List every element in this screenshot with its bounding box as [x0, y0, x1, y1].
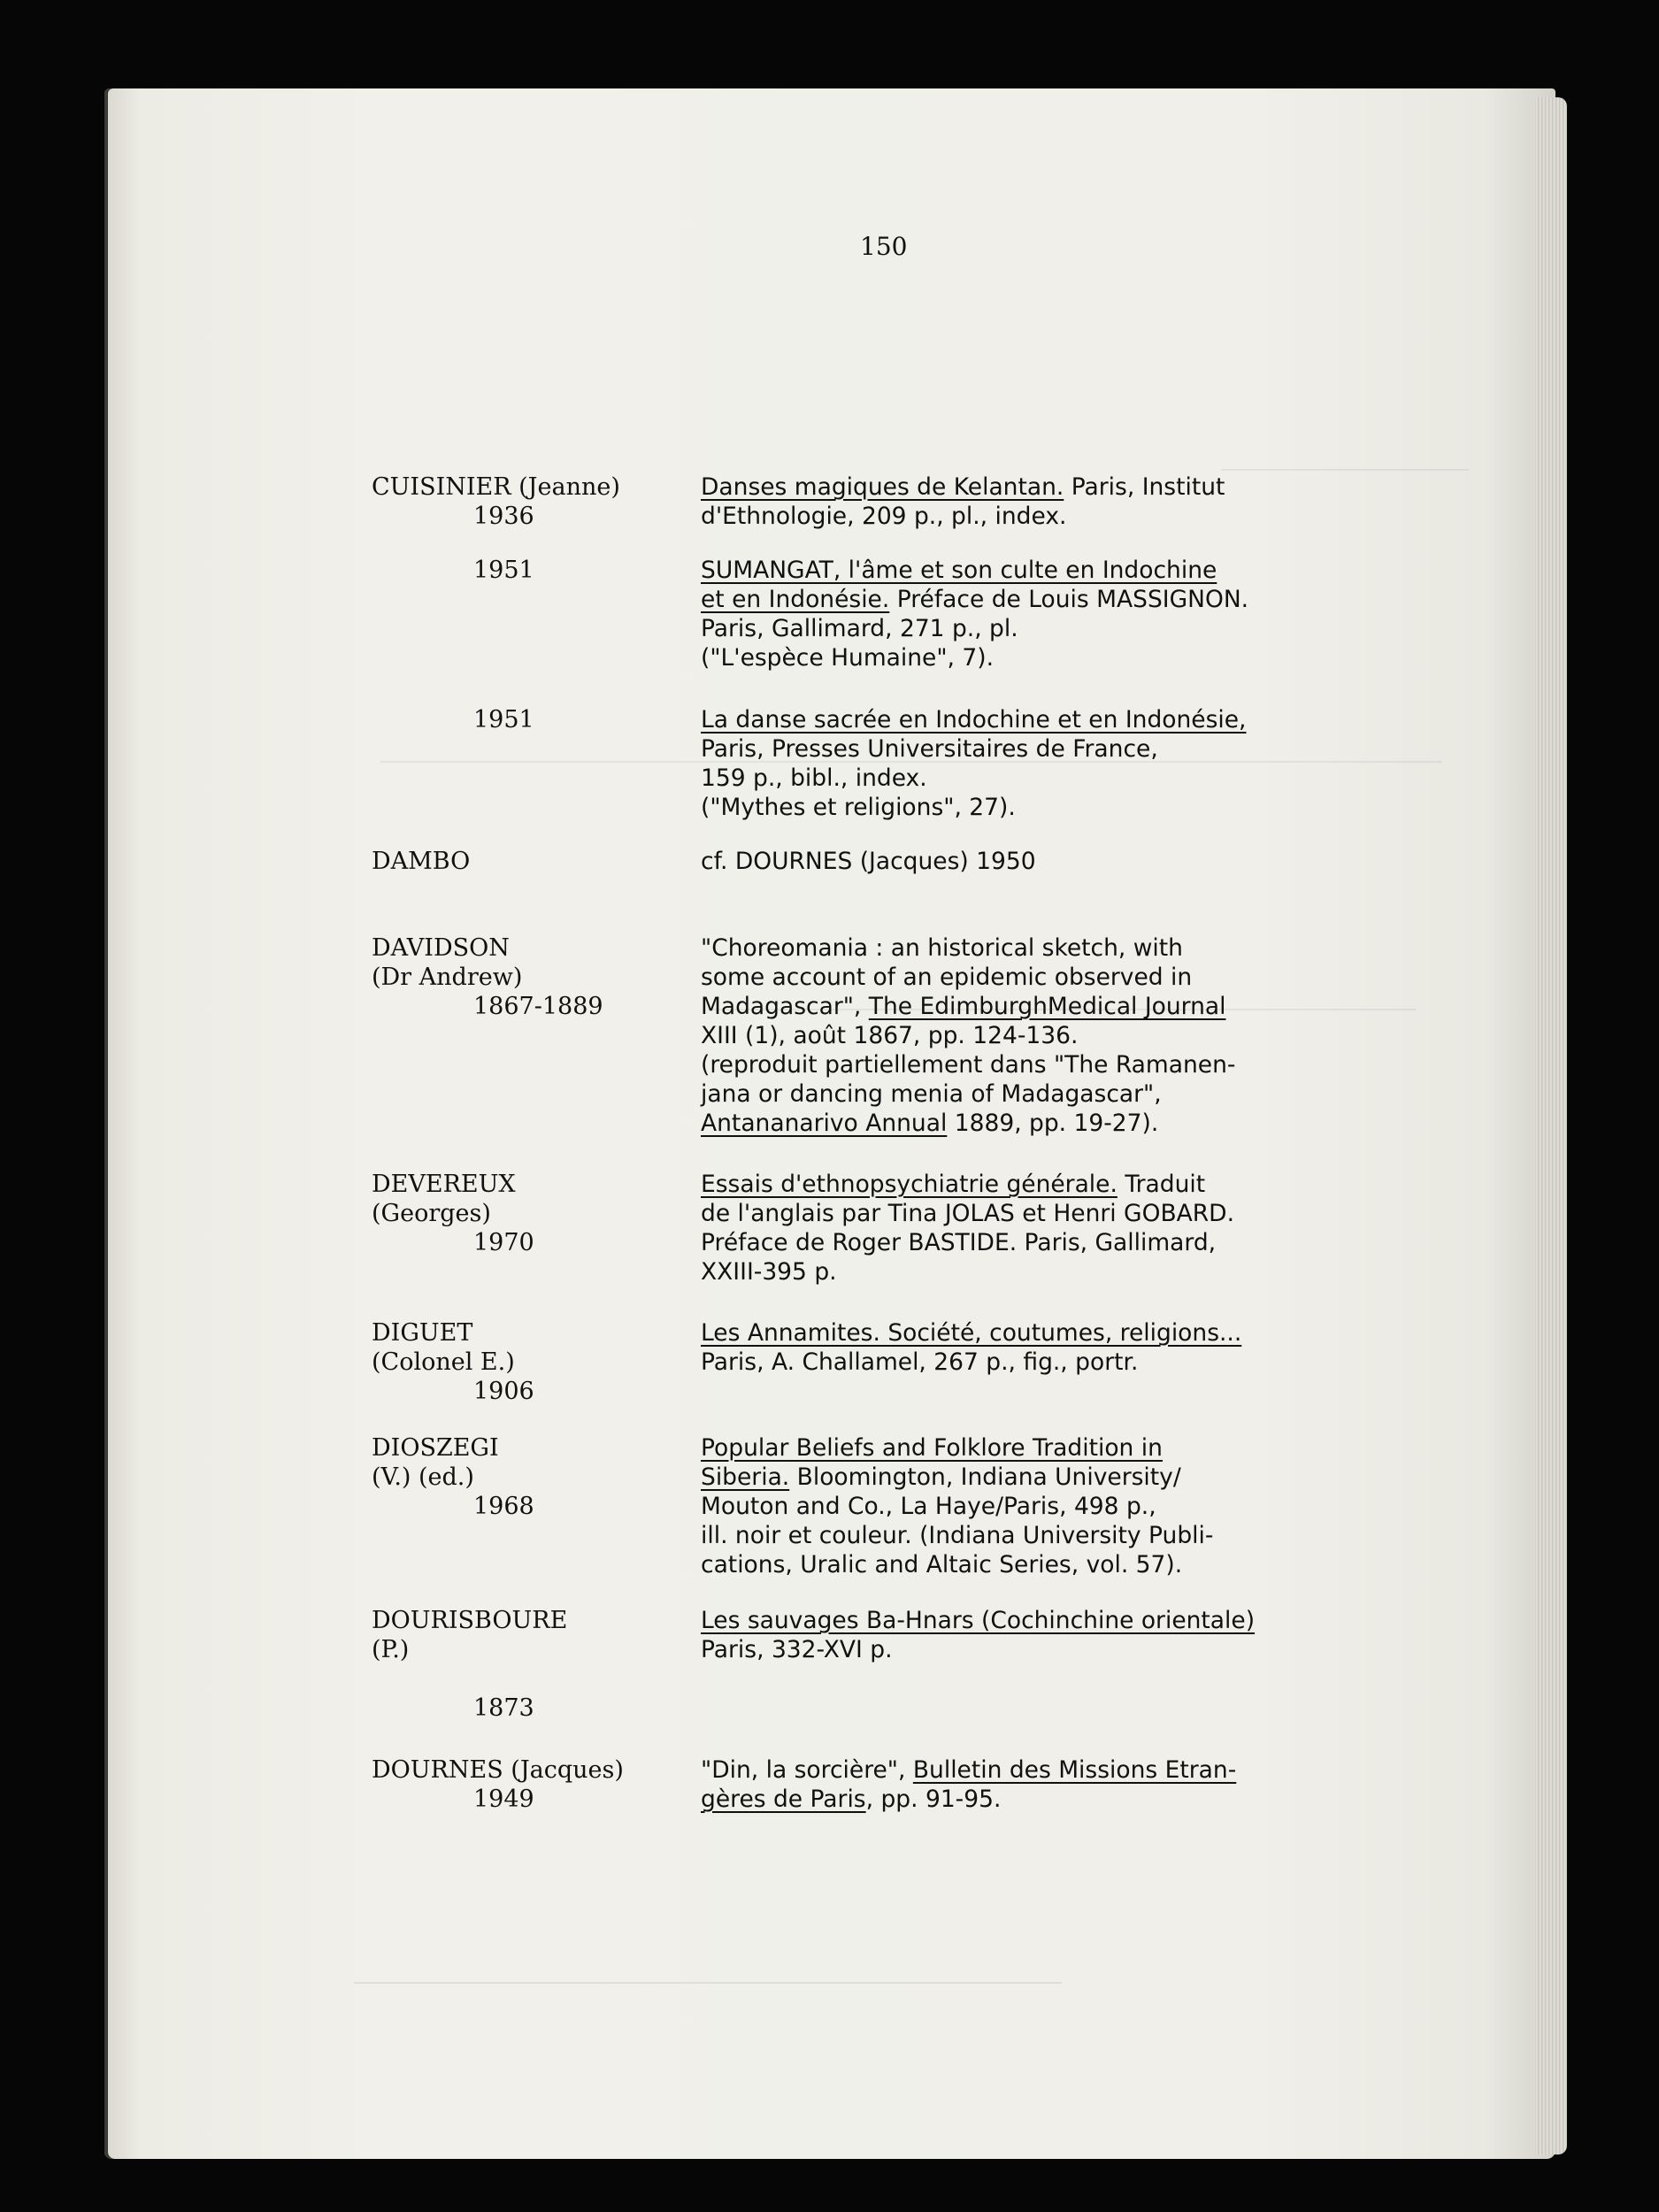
citation-line: [701, 992, 1426, 1021]
author-name-line: DAMBO: [372, 848, 471, 875]
publication-year: 1873: [473, 1694, 534, 1722]
entry-author: [372, 705, 690, 734]
citation-text: Paris, Gallimard, 271 p., pl.: [701, 615, 1018, 642]
citation-title: Les Annamites. Société, coutumes, religions...: [701, 1319, 1242, 1347]
entry-citation: [701, 1606, 1426, 1664]
citation-text: jana or dancing menia of Madagascar",: [701, 1080, 1162, 1108]
citation-text: Paris, A. Challamel, 267 p., fig., portr.: [701, 1348, 1139, 1376]
publication-year: 1936: [473, 503, 534, 530]
entry-citation: [701, 1170, 1426, 1286]
citation-line: [701, 1021, 1426, 1050]
citation-line: [701, 1348, 1426, 1377]
citation-text: Traduit: [1117, 1171, 1206, 1198]
citation-text: 159 p., bibl., index.: [701, 764, 927, 792]
citation-title: La danse sacrée en Indochine et en Indonésie,: [701, 706, 1247, 733]
citation-text: Madagascar",: [701, 993, 869, 1020]
citation-line: [701, 1606, 1426, 1635]
publication-year: 1867-1889: [473, 993, 603, 1020]
citation-line: [701, 585, 1426, 614]
citation-title: The EdimburghMedical Journal: [868, 993, 1226, 1020]
citation-line: [701, 764, 1426, 793]
citation-title: gères de Paris: [701, 1786, 866, 1813]
publication-year: 1951: [473, 557, 534, 584]
citation-line: [701, 963, 1426, 992]
citation-text: XXIII-395 p.: [701, 1258, 837, 1286]
citation-line: [701, 847, 1426, 876]
entry-author: [372, 556, 690, 585]
publication-year: 1970: [473, 1229, 534, 1256]
citation-text: , pp. 91-95.: [865, 1786, 1002, 1813]
citation-title: Bulletin des Missions Etran-: [912, 1756, 1237, 1784]
author-name-line: DIOSZEGI: [372, 1434, 499, 1462]
citation-line: [701, 1550, 1426, 1579]
entry-citation: [701, 472, 1426, 531]
citation-line: [701, 1318, 1426, 1348]
author-name-line: (Georges): [372, 1200, 491, 1227]
citation-text: d'Ethnologie, 209 p., pl., index.: [701, 503, 1067, 530]
entry-citation: [701, 1433, 1426, 1579]
citation-line: [701, 793, 1426, 822]
citation-title: SUMANGAT, l'âme et son culte en Indochine: [701, 557, 1217, 584]
entry-author: [372, 472, 690, 531]
citation-line: [701, 1635, 1426, 1664]
citation-line: [701, 502, 1426, 531]
citation-line: [701, 1050, 1426, 1079]
author-name-line: CUISINIER (Jeanne): [372, 473, 620, 501]
author-name-line: (P.): [372, 1636, 410, 1663]
citation-line: [701, 1463, 1426, 1492]
entry-author: [372, 847, 690, 876]
citation-line: [701, 1785, 1426, 1814]
citation-text: ("Mythes et religions", 27).: [701, 794, 1016, 821]
publication-year: 1968: [473, 1493, 534, 1520]
entry-author: [372, 1318, 690, 1406]
publication-year: 1949: [473, 1786, 534, 1813]
citation-text: de l'anglais par Tina JOLAS et Henri GOBARD.: [701, 1200, 1235, 1227]
entry-author: [372, 933, 690, 1021]
entry-author: [372, 1606, 690, 1723]
citation-text: "Din, la sorcière",: [701, 1756, 913, 1784]
citation-title: et en Indonésie.: [701, 586, 890, 613]
entry-citation: [701, 847, 1426, 876]
citation-text: ("L'espèce Humaine", 7).: [701, 644, 995, 672]
publication-year: 1951: [473, 706, 534, 733]
citation-line: [701, 1521, 1426, 1550]
citation-text: "Choreomania : an historical sketch, with: [701, 934, 1183, 962]
entry-citation: [701, 1755, 1426, 1814]
entry-citation: [701, 556, 1426, 672]
citation-line: [701, 614, 1426, 643]
citation-text: some account of an epidemic observed in: [701, 964, 1193, 991]
citation-line: [701, 1257, 1426, 1286]
citation-title: Antananarivo Annual: [701, 1110, 948, 1137]
citation-line: [701, 1199, 1426, 1228]
author-name-line: DEVEREUX: [372, 1171, 516, 1198]
citation-line: [701, 1109, 1426, 1138]
publication-year: 1906: [473, 1378, 534, 1405]
citation-text: XIII (1), août 1867, pp. 124-136.: [701, 1022, 1079, 1049]
author-name-line: DIGUET: [372, 1319, 473, 1347]
citation-line: [701, 933, 1426, 963]
author-name-line: (Colonel E.): [372, 1348, 515, 1376]
entry-citation: [701, 1318, 1426, 1377]
citation-line: [701, 643, 1426, 672]
citation-title: Popular Beliefs and Folklore Tradition in: [701, 1434, 1163, 1462]
citation-line: [701, 1079, 1426, 1109]
citation-line: [701, 705, 1426, 734]
citation-line: [701, 1433, 1426, 1463]
citation-text: Mouton and Co., La Haye/Paris, 498 p.,: [701, 1493, 1156, 1520]
entry-citation: [701, 705, 1426, 822]
entry-author: [372, 1170, 690, 1257]
author-name-line: (Dr Andrew): [372, 964, 523, 991]
citation-text: Préface de Roger BASTIDE. Paris, Gallimard,: [701, 1229, 1217, 1256]
citation-line: [701, 1492, 1426, 1521]
citation-title: Essais d'ethnopsychiatrie générale.: [701, 1171, 1118, 1198]
citation-text: 1889, pp. 19-27).: [947, 1110, 1159, 1137]
citation-title: Les sauvages Ba-Hnars (Cochinchine orientale): [701, 1607, 1256, 1634]
citation-line: [701, 1755, 1426, 1785]
citation-text: (reproduit partiellement dans "The Ramanen-: [701, 1051, 1236, 1079]
citation-line: [701, 734, 1426, 764]
author-name-line: DOURNES (Jacques): [372, 1756, 624, 1784]
citation-text: cf. DOURNES (Jacques) 1950: [701, 848, 1036, 875]
entry-author: [372, 1755, 690, 1814]
author-name-line: (V.) (ed.): [372, 1463, 474, 1491]
citation-title: Siberia.: [701, 1463, 790, 1491]
citation-text: Bloomington, Indiana University/: [789, 1463, 1181, 1491]
citation-text: Paris, Presses Universitaires de France,: [701, 735, 1158, 763]
citation-title: Danses magiques de Kelantan.: [701, 473, 1064, 501]
citation-line: [701, 1170, 1426, 1199]
citation-line: [701, 472, 1426, 502]
citation-text: cations, Uralic and Altaic Series, vol. 57).: [701, 1551, 1183, 1578]
citation-line: [701, 1228, 1426, 1257]
page-number: 150: [860, 232, 908, 261]
citation-text: Paris, 332-XVI p.: [701, 1636, 893, 1663]
author-name-line: DAVIDSON: [372, 934, 510, 962]
citation-text: ill. noir et couleur. (Indiana University Publi-: [701, 1522, 1214, 1549]
citation-text: Paris, Institut: [1064, 473, 1225, 501]
author-name-line: DOURISBOURE: [372, 1607, 568, 1634]
citation-line: [701, 556, 1426, 585]
citation-text: Préface de Louis MASSIGNON.: [889, 586, 1249, 613]
entry-citation: [701, 933, 1426, 1138]
entry-author: [372, 1433, 690, 1521]
